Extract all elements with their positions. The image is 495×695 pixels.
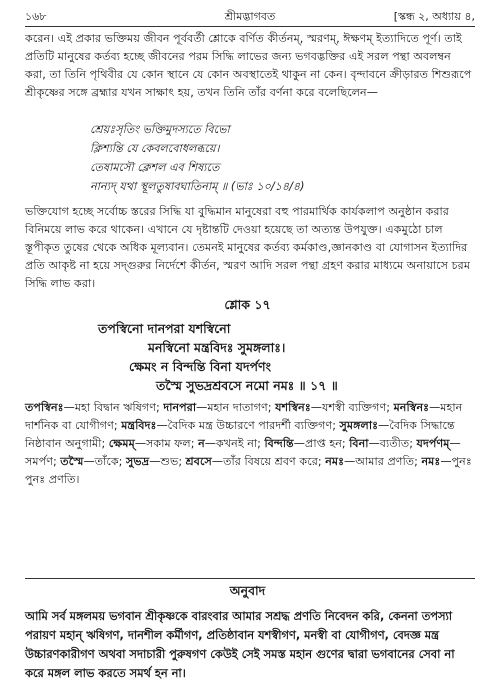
- synonym-word: মনস্বিনঃ: [393, 401, 430, 414]
- page-header: [25, 8, 475, 24]
- synonym-meaning: —তাঁকে;: [83, 455, 127, 468]
- synonym-word: সুমঙ্গলাঃ: [339, 419, 379, 432]
- verse-line: তপস্বিনো দানপরা যশস্বিনো: [98, 321, 231, 336]
- sanskrit-line: তেষামসৌ ক্লেশল এব শিষ্যতে: [90, 161, 220, 174]
- synonym-meaning: —সকাম ফল;: [134, 437, 199, 450]
- section-divider: [25, 578, 475, 579]
- synonym-meaning: —যশস্বী ব্যক্তিগণ;: [310, 401, 394, 414]
- synonym-word: শ্রবসে: [185, 455, 212, 468]
- purport-paragraph-1: করেন। এই প্রকার ভক্তিময় জীবন পূর্ববর্তী শ্লোকে বর্ণিত কীর্তনম্, স্মরণম্, ঈক্ষণম্ ইত্যাদিতে পূর্ণ। তাই প্রতিটি মানুষের কর্তব্য হচ্ছে জীবনের পরম সিদ্ধি লাভের জন্য ভগবদ্ভক্তির এই সরল পন্থা অবলম্বন করা, তা তিনি পৃথিবীর যে কোন স্থানে যে কোন অবস্থাতেই থাকুন না কেন। বৃন্দাবনে ক্রীড়ারত শিশুরূপে শ্রীকৃষ্ণের সঙ্গে ব্রহ্মার যখন সাক্ষাৎ হয়, তখন তিনি তাঁর বর্ণনা করে বলেছিলেন—: [25, 32, 472, 99]
- sanskrit-line: শ্রেয়ঃসৃতিং ভক্তিমুদস্যতে বিভো: [90, 123, 230, 136]
- header-rule: [25, 26, 475, 27]
- synonym-word: বিন্দন্তি: [264, 437, 294, 450]
- verse-line: তস্মৈ সুভদ্রশ্রবসে নমো নমঃ ॥ ১৭ ॥: [156, 378, 338, 393]
- synonym-meaning: —ব্যতীত;: [368, 437, 417, 450]
- synonym-word: মন্ত্রবিদঃ: [121, 419, 157, 432]
- sanskrit-line: ক্লিশ্যন্তি যে কেবলবোধলব্ধয়ে।: [90, 142, 220, 155]
- quoted-sanskrit-verse: [90, 120, 475, 196]
- word-for-word-synonyms: [25, 399, 475, 489]
- synonym-meaning: —তাঁর বিষয়ে শ্রবণ করে;: [211, 455, 326, 468]
- synonym-word: ন: [198, 437, 205, 450]
- synonym-meaning: —সমর্পণ;: [25, 437, 461, 468]
- translation-text: আমি সর্ব মঙ্গলময় ভগবান শ্রীকৃষ্ণকে বারংবার আমার সশ্রদ্ধ প্রণতি নিবেদন করি, কেননা তপস্যা পরায়ণ মহান্ ঋষিগণ, দানশীল কর্মীগণ, প্রতিষ্ঠাবান যশস্বীগণ, মনস্বী বা যোগীগণ, বেদজ্ঞ মন্ত্র উচ্চারণকারীগণ অথবা সদাচারী পুরুষগণ কেউই সেই সমস্ত মহান গুণের দ্বারা ভগবানের সেবা না করে মঙ্গল লাভ করতে সমর্থ হন না।: [25, 609, 455, 680]
- synonym-word: তস্মৈ: [60, 455, 84, 468]
- synonym-word: নমঃ: [421, 455, 441, 468]
- synonym-word: সুভদ্র: [126, 455, 150, 468]
- purport-paragraph-2: ভক্তিযোগ হচ্ছে সর্বোচ্চ স্তরের সিদ্ধি যা বুদ্ধিমান মানুষেরা বহু পারমার্থিক কার্যকলাপ অনুষ্ঠান করার বিনিময়ে লাভ করে থাকেন। এখানে যে দৃষ্টান্তটি দেওয়া হয়েছে তা অত্যন্ত উপযুক্ত। একমুঠো চাল স্তূপীকৃত তুষের থেকে অধিক মূল্যবান। তেমনই মানুষের কর্তব্য কর্মকাণ্ড,জ্ঞানকাণ্ড বা যোগাসন ইত্যাদির প্রতি আকৃষ্ট না হয়ে সদ্গুরুর নির্দেশে কীর্তন, স্মরণ আদি সরল পন্থা গ্রহণ করার মাধ্যমে অনায়াসে চরম সিদ্ধি লাভ করা।: [25, 205, 471, 290]
- synonym-meaning: —বৈদিক সিদ্ধান্তে নিষ্ঠাবান অনুগামী;: [25, 419, 455, 450]
- sloka-heading: শ্লোক ১৭: [224, 297, 271, 312]
- synonym-meaning: —মহা বিদ্বান ঋষিগণ;: [63, 401, 164, 414]
- verse-line: মনস্বিনো মন্ত্রবিদঃ সুমঙ্গলাঃ।: [148, 340, 286, 355]
- synonym-word: বিনা: [349, 437, 369, 450]
- chapter-reference: [স্কন্ধ ২, অধ্যায় ৪,: [393, 10, 475, 23]
- page-number: ১৬৮: [25, 10, 47, 23]
- synonym-word: যদর্পণম্: [416, 437, 450, 450]
- synonym-meaning: —বৈদিক মন্ত্র উচ্চারণে পারদর্শী ব্যক্তিগণ;: [156, 419, 340, 432]
- synonym-word: নমঃ: [325, 455, 345, 468]
- synonym-meaning: —পুনঃ পুনঃ প্রণতি।: [25, 455, 472, 486]
- book-title: শ্রীমদ্ভাগবত: [224, 10, 276, 23]
- synonym-meaning: —প্রাপ্ত হন;: [293, 437, 350, 450]
- verse-text: [0, 319, 495, 395]
- synonym-meaning: —মহান দাতাগণ;: [196, 401, 276, 414]
- sanskrit-line: নান্যদ্ যথা স্থূলতুষাবঘাতিনাম্ ॥ (ভাঃ ১০/১৪/৪): [90, 180, 305, 193]
- synonym-word: তপস্বিনঃ: [25, 401, 64, 414]
- synonym-meaning: —কখনই না;: [204, 437, 265, 450]
- synonym-word: ক্ষেমম্: [108, 437, 135, 450]
- synonym-meaning: —শুভ;: [149, 455, 186, 468]
- verse-line: ক্ষেমং ন বিন্দন্তি বিনা যদর্পণং: [129, 359, 271, 374]
- synonym-meaning: —আমার প্রণতি;: [344, 455, 422, 468]
- translation-heading: অনুবাদ: [229, 583, 266, 598]
- synonym-word: যশস্বিনঃ: [275, 401, 311, 414]
- synonym-word: দানপরা: [163, 401, 197, 414]
- synonym-meaning: —মহান দার্শনিক বা যোগীগণ;: [25, 401, 463, 432]
